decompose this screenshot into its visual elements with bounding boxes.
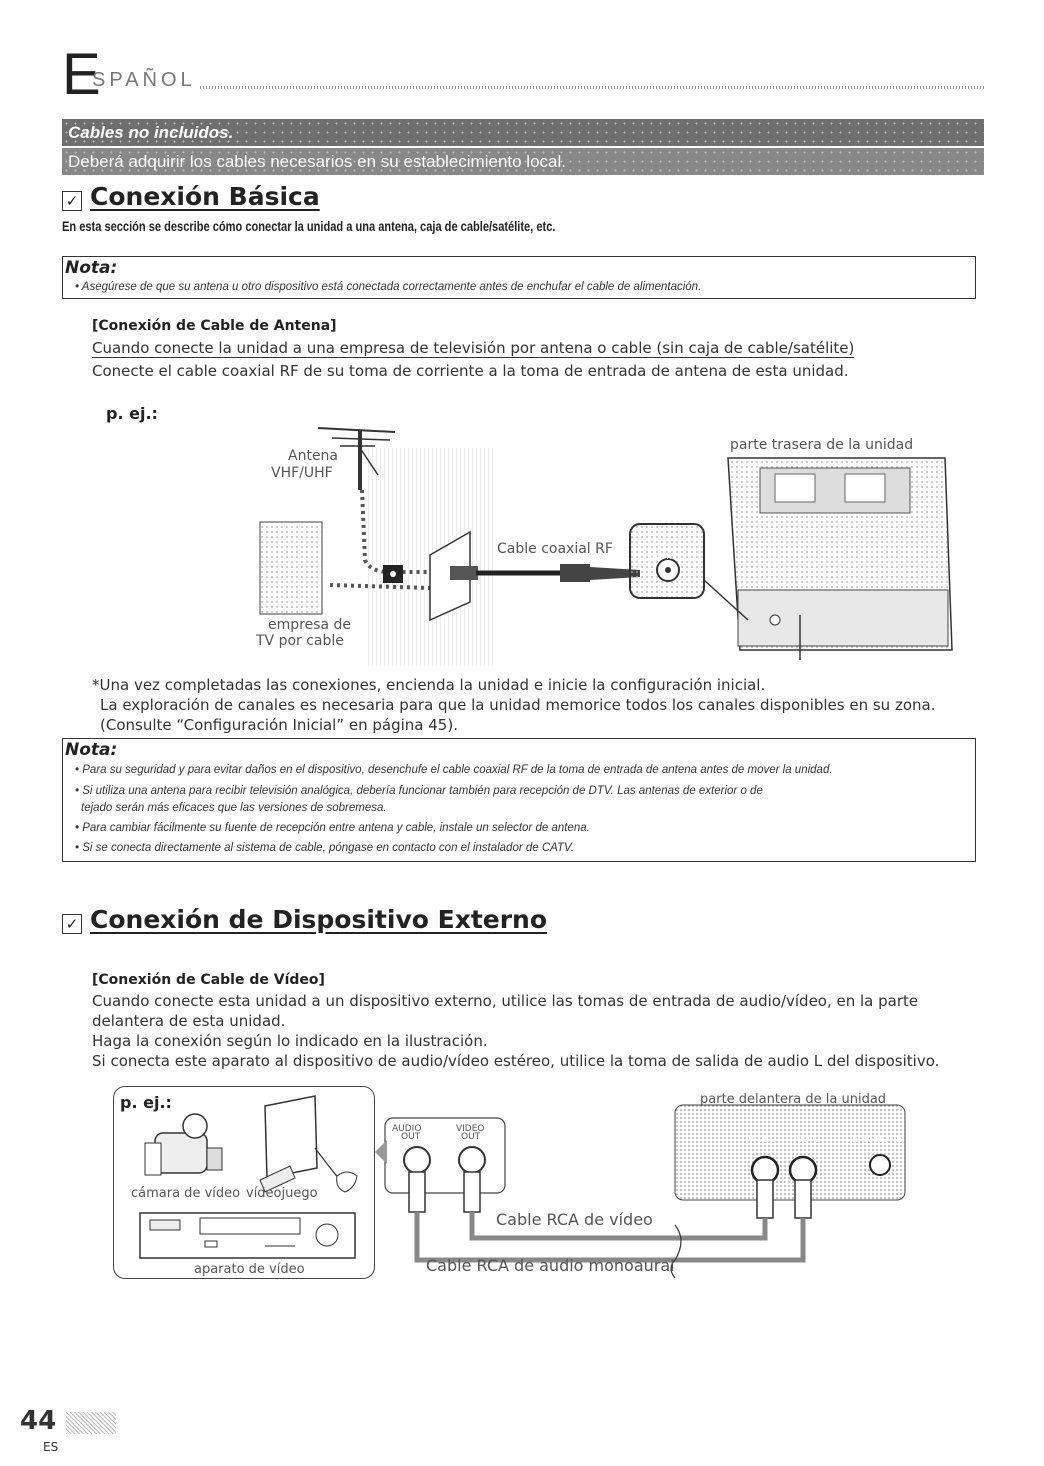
devices-illustration (115, 1088, 375, 1278)
callout-arrow (375, 1140, 387, 1164)
label-audio-out: AUDIO (392, 1124, 422, 1134)
video-heading: [Conexión de Cable de Vídeo] (92, 972, 325, 988)
label-game-console: vídeojuego (246, 1186, 318, 1201)
label-video-in: VIDEO (748, 1135, 777, 1145)
note-item: • Asegúrese de que su antena u otro dispositivo está conectada correctamente antes de enchufar el cable de alimentación. (75, 281, 702, 293)
label-out-audio: OUT (401, 1132, 421, 1142)
label-cable-company-1: empresa de (268, 617, 352, 633)
camcorder-icon (145, 1114, 222, 1175)
note-item: • Para su seguridad y para evitar daños en el dispositivo, desenchufe el cable coaxial RF de la toma de entrada de antena antes de mover la unidad. (75, 764, 833, 776)
label-out-video: OUT (461, 1132, 481, 1142)
label-camcorder: cámara de vídeo (131, 1186, 241, 1201)
note-item: • Si se conecta directamente al sistema de cable, póngase en contacto con el instalador de CATV. (75, 842, 575, 854)
earphone-jack-icon (870, 1155, 890, 1175)
banner-title-text: Cables no incluidos. (68, 123, 234, 142)
header-letter: E (62, 42, 101, 107)
checkbox-icon: ✓ (62, 191, 82, 211)
header-rule (200, 86, 984, 89)
note-item: • Para cambiar fácilmente su fuente de recepción entre antena y cable, instale un selector de antena. (75, 822, 590, 834)
antenna-heading: [Conexión de Cable de Antena] (92, 318, 337, 334)
label-video-out: VIDEO (456, 1124, 485, 1134)
page-language: ES (43, 1440, 59, 1454)
label-coax-cable: Cable coaxial RF (497, 541, 613, 557)
video-plug-left-icon (464, 1172, 480, 1212)
page-number: 44 (20, 1406, 57, 1436)
banner-title (62, 119, 984, 146)
banner-subtitle-text: Deberá adquirir los cables necesarios en su establecimiento local. (68, 152, 566, 171)
game-console-icon (260, 1096, 357, 1192)
label-front-unit: parte delantera de la unidad (700, 1092, 887, 1107)
section-basic-subtitle: En esta sección se describe cómo conectar la unidad a una antena, caja de cable/satélite, etc. (62, 219, 556, 234)
label-rca-video: Cable RCA de vídeo (496, 1210, 653, 1229)
video-plug-right-icon (757, 1180, 773, 1218)
section-external-title-text: Conexión de Dispositivo Externo (90, 905, 548, 934)
label-audio-in: AUDIO (790, 1135, 820, 1145)
label-antenna: Antena (288, 448, 339, 464)
after-line-2: La exploración de canales es necesaria para que la unidad memorice todos los canales disponibles en su zona. (100, 696, 936, 714)
video-line-1: Cuando conecte esta unidad a un dispositivo externo, utilice las tomas de entrada de audio/vídeo, en la parte (92, 992, 919, 1010)
audio-plug-left-icon (409, 1172, 425, 1212)
antenna-example-label: p. ej.: (106, 404, 158, 423)
note-item: • Si utiliza una antena para recibir televisión analógica, debería funcionar también para recepción de DTV. Las antenas de exterior o de (75, 785, 763, 797)
banner-subtitle (62, 148, 984, 175)
section-basic-title (62, 182, 320, 211)
page-number-pattern (66, 1412, 116, 1434)
audio-in-jack-icon (790, 1157, 816, 1183)
label-vhf-uhf: VHF/UHF (271, 465, 333, 481)
ant-jack-pin (665, 567, 671, 573)
after-line-1: *Una vez completadas las conexiones, encienda la unidad e inicie la configuración inicial. (92, 676, 766, 694)
header-language: SPAÑOL (92, 69, 196, 91)
checkbox-icon: ✓ (62, 914, 82, 934)
vcr-icon (140, 1213, 355, 1258)
antenna-line-2: Conecte el cable coaxial RF de su toma de corriente a la toma de entrada de antena de esta unidad. (92, 362, 849, 380)
audio-out-jack-icon (404, 1147, 430, 1173)
label-cable-company-2: TV por cable (256, 633, 344, 649)
audio-plug-right-icon (795, 1180, 811, 1218)
label-rear-unit: parte trasera de la unidad (730, 437, 914, 453)
label-earphone: EARPHONE (852, 1135, 902, 1145)
cable-company-building-icon (260, 522, 322, 614)
video-line-2: delantera de esta unidad. (92, 1012, 286, 1030)
video-in-jack-icon (752, 1157, 778, 1183)
label-rca-audio: Cable RCA de audio monoaural (426, 1256, 675, 1275)
note-heading: Nota: (65, 258, 118, 278)
section-external-title (62, 905, 547, 934)
video-example-label: p. ej.: (120, 1093, 172, 1112)
video-out-jack-icon (459, 1147, 485, 1173)
video-line-4: Si conecta este aparato al dispositivo de audio/vídeo estéreo, utilice la toma de salida de audio L del dispositivo. (92, 1052, 940, 1070)
front-panel-callout (675, 1105, 905, 1200)
label-ant-jack: ANT. (652, 552, 673, 562)
label-vcr: aparato de vídeo (194, 1262, 305, 1277)
antenna-line-1: Cuando conecte la unidad a una empresa de televisión por antena o cable (sin caja de cable/satélite) (92, 339, 855, 357)
note-item: tejado serán más eficaces que las versiones de sobremesa. (81, 802, 387, 814)
note-heading: Nota: (65, 740, 118, 760)
note-box-1 (62, 256, 976, 299)
tv-rear-icon (728, 458, 952, 650)
video-line-3: Haga la conexión según lo indicado en la ilustración. (92, 1032, 488, 1050)
section-basic-title-text: Conexión Básica (90, 182, 320, 211)
note-box-2 (62, 738, 976, 862)
after-line-3: (Consulte “Configuración Inicial” en página 45). (100, 716, 458, 734)
